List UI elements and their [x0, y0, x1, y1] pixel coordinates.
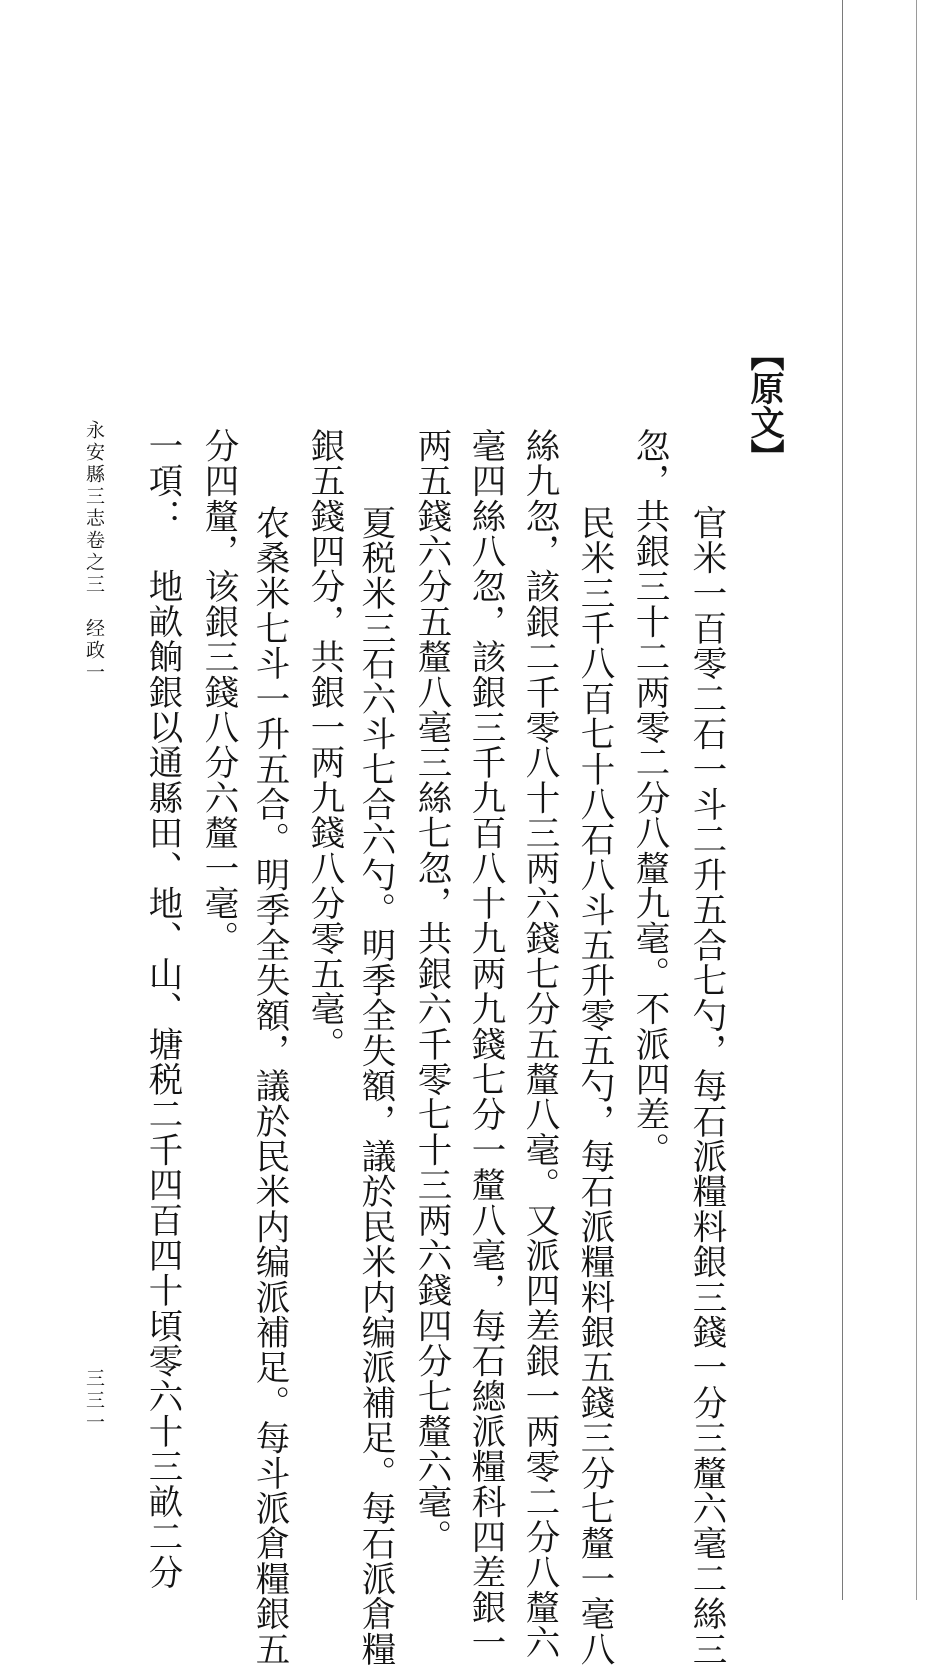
text-column: 分四釐，该銀三錢八分六釐一毫。: [198, 428, 238, 956]
page-edge-line: [916, 0, 917, 1600]
text-column: 一項： 地畝餉銀以通縣田、地、山、塘税二千四百四十頃零六十三畝二分: [142, 428, 182, 1590]
page-number: 三三一: [83, 1368, 105, 1434]
running-title: 永安縣三志卷之三 经政一: [83, 420, 105, 684]
text-column: 夏税米三石六斗七合六勺。明季全失額，議於民米内编派補足。每石派倉糧: [355, 505, 395, 1667]
text-column: 銀五錢四分，共銀一两九錢八分零五毫。: [304, 428, 344, 1062]
text-column: 絲九忽，該銀二千零八十三两六錢七分五釐八毫。又派四差銀一两零二分八釐六: [519, 428, 559, 1660]
text-column: 民米三千八百七十八石八斗五升零五勺，每石派糧料銀五錢三分七釐一毫八: [574, 505, 614, 1667]
text-column: 毫四絲八忽，該銀三千九百八十九两九錢七分一釐八毫，每石總派糧科四差銀一: [465, 428, 505, 1660]
text-column: 官米一百零二石一斗二升五合七勺，每石派糧料銀三錢一分三釐六毫二絲三: [686, 505, 726, 1667]
page-frame-line: [842, 0, 843, 1600]
text-column: 两五錢六分五釐八毫三絲七忽，共銀六千零七十三两六錢四分七釐六毫。: [411, 428, 451, 1555]
text-column: 忽，共銀三十二两零二分八釐九毫。不派四差。: [629, 428, 669, 1168]
text-column: 农桑米七斗一升五合。明季全失額，議於民米内编派補足。每斗派倉糧銀五: [249, 505, 289, 1667]
section-heading: 【原文】: [744, 337, 784, 473]
